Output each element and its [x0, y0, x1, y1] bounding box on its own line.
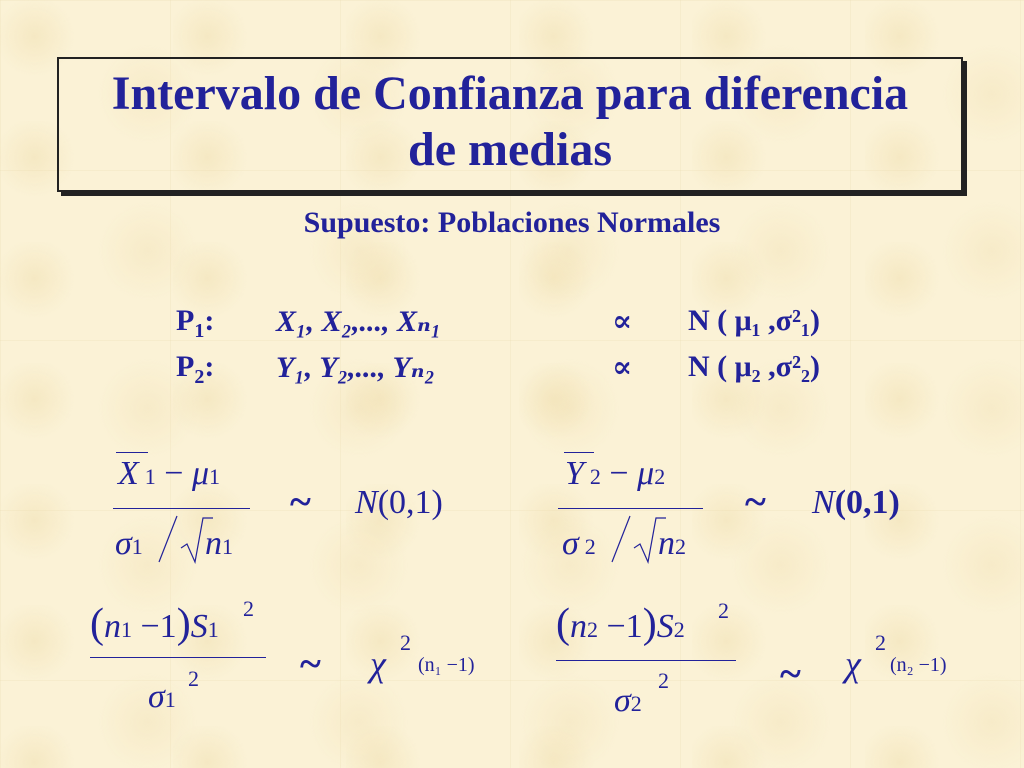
- title-line-1: Intervalo de Confianza para diferencia: [111, 67, 909, 120]
- distributed-as-symbol: ~: [745, 479, 766, 524]
- numerator-4: (n2 −1)S2: [556, 601, 685, 647]
- denominator-n1: n1: [205, 525, 233, 562]
- denominator-sigma1-squared: σ1: [148, 678, 176, 715]
- title-line-2: de medias: [408, 123, 612, 176]
- fraction-bar: [558, 508, 703, 509]
- denominator-2: σ 2: [562, 525, 596, 562]
- numerator-x1: X 1 − μ1: [118, 455, 221, 492]
- fraction-bar: [556, 660, 736, 661]
- population-1-sample: X₁, X₂,..., Xₙ₁: [276, 305, 442, 338]
- slide-title: [57, 66, 963, 178]
- exponent: 2: [718, 598, 729, 623]
- population-1-label: $P_1$:: [176, 304, 215, 342]
- exponent: 2: [875, 630, 886, 655]
- denominator-1: σ1: [115, 525, 143, 562]
- distributed-as-symbol: ~: [290, 479, 311, 524]
- standard-normal: N(0,1): [355, 484, 443, 521]
- subtitle: Supuesto: Poblaciones Normales: [303, 206, 721, 239]
- fraction-bar: [90, 657, 266, 658]
- numerator-y2: Y 2 − μ2: [565, 455, 666, 492]
- population-1-distribution: N ( μ₁ ,σ²₁): [688, 304, 820, 337]
- overline: [564, 452, 594, 453]
- numerator-3: (n1 −1)S1: [90, 601, 219, 647]
- distributed-as-symbol: ~: [780, 651, 801, 696]
- population-2-distribution: N ( μ₂ ,σ²₂): [688, 350, 820, 383]
- standard-normal: N(0,1): [812, 484, 900, 521]
- exponent: 2: [400, 630, 411, 655]
- population-2-label: $P_2$:: [176, 350, 215, 388]
- distributed-as-symbol: ~: [300, 641, 321, 686]
- population-2-sample: Y₁, Y₂,..., Yₙ₂: [276, 351, 436, 384]
- degrees-of-freedom: (n₁ −1): [418, 654, 475, 676]
- population-1-dist-symbol: ∝: [612, 305, 633, 338]
- population-2-dist-symbol: ∝: [612, 351, 633, 384]
- chi-symbol: χ: [845, 644, 861, 684]
- fraction-bar: [113, 508, 250, 509]
- exponent: 2: [658, 668, 669, 693]
- denominator-n2: n2: [658, 525, 686, 562]
- degrees-of-freedom: (n₂ −1): [890, 654, 947, 676]
- exponent: 2: [188, 666, 199, 691]
- overline: [116, 452, 148, 453]
- chi-symbol: χ: [370, 644, 386, 684]
- denominator-sigma2-squared: σ2: [614, 682, 642, 719]
- exponent: 2: [243, 596, 254, 621]
